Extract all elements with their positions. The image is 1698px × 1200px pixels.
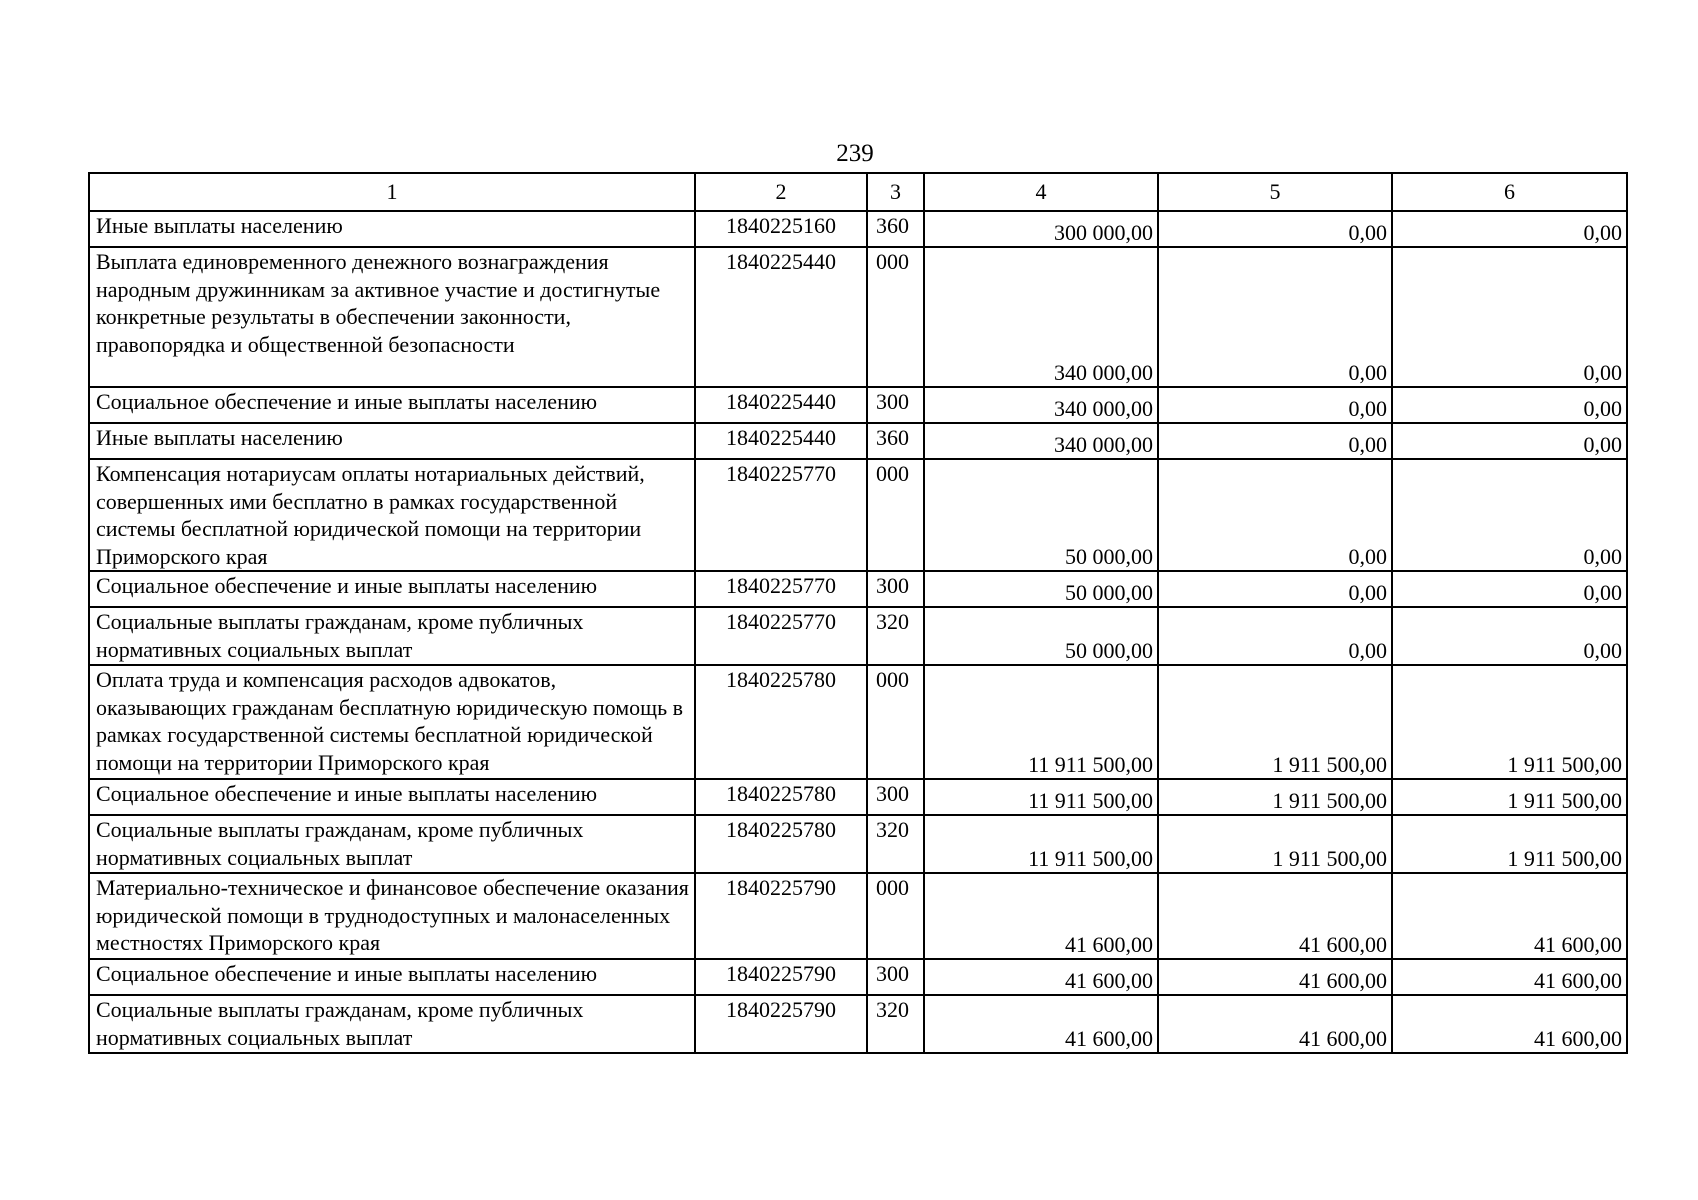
row-amount-col5: 0,00 <box>1158 211 1392 247</box>
row-amount-col6: 1 911 500,00 <box>1392 665 1627 779</box>
row-amount-col6: 0,00 <box>1392 387 1627 423</box>
row-name: Материально-техническое и финансовое обеспечение оказания юридической помощи в труднодоступных и малонаселенных местностях Приморского края <box>89 873 695 959</box>
row-amount-col5: 0,00 <box>1158 459 1392 571</box>
row-amount-col5: 0,00 <box>1158 387 1392 423</box>
row-amount-col5: 41 600,00 <box>1158 959 1392 995</box>
row-amount-col5: 41 600,00 <box>1158 873 1392 959</box>
row-amount-col6: 41 600,00 <box>1392 873 1627 959</box>
row-amount-col6: 0,00 <box>1392 607 1627 665</box>
row-name: Социальные выплаты гражданам, кроме публичных нормативных социальных выплат <box>89 815 695 873</box>
table-header-row <box>89 173 1627 211</box>
row-expense-type: 300 <box>867 959 924 995</box>
row-amount-col5: 0,00 <box>1158 423 1392 459</box>
row-amount-col4: 340 000,00 <box>924 387 1158 423</box>
table-row <box>89 779 1627 815</box>
row-amount-col4: 41 600,00 <box>924 873 1158 959</box>
row-amount-col5: 0,00 <box>1158 571 1392 607</box>
column-header: 5 <box>1158 173 1392 211</box>
page-number: 239 <box>836 140 874 167</box>
row-name: Социальные выплаты гражданам, кроме публичных нормативных социальных выплат <box>89 607 695 665</box>
row-amount-col6: 1 911 500,00 <box>1392 779 1627 815</box>
row-target-code: 1840225160 <box>695 211 867 247</box>
row-name: Социальные выплаты гражданам, кроме публичных нормативных социальных выплат <box>89 995 695 1053</box>
table-row <box>89 873 1627 959</box>
table-row <box>89 665 1627 779</box>
row-name: Социальное обеспечение и иные выплаты населению <box>89 959 695 995</box>
row-amount-col6: 1 911 500,00 <box>1392 815 1627 873</box>
row-expense-type: 320 <box>867 607 924 665</box>
row-name: Иные выплаты населению <box>89 423 695 459</box>
row-expense-type: 360 <box>867 423 924 459</box>
row-amount-col6: 41 600,00 <box>1392 959 1627 995</box>
table-row <box>89 459 1627 571</box>
row-name: Выплата единовременного денежного вознаграждения народным дружинникам за активное участие и достигнутые конкретные результаты в обеспечении законности, правопорядка и общественной безопасности <box>89 247 695 387</box>
column-header: 1 <box>89 173 695 211</box>
row-target-code: 1840225770 <box>695 571 867 607</box>
row-amount-col6: 0,00 <box>1392 247 1627 387</box>
table-row <box>89 423 1627 459</box>
row-name: Иные выплаты населению <box>89 211 695 247</box>
row-target-code: 1840225440 <box>695 387 867 423</box>
row-expense-type: 000 <box>867 247 924 387</box>
row-amount-col4: 300 000,00 <box>924 211 1158 247</box>
row-expense-type: 300 <box>867 571 924 607</box>
table-row <box>89 571 1627 607</box>
row-expense-type: 320 <box>867 995 924 1053</box>
table-row <box>89 959 1627 995</box>
row-amount-col5: 0,00 <box>1158 607 1392 665</box>
row-expense-type: 320 <box>867 815 924 873</box>
column-header: 6 <box>1392 173 1627 211</box>
row-amount-col4: 340 000,00 <box>924 423 1158 459</box>
row-amount-col6: 0,00 <box>1392 571 1627 607</box>
row-amount-col4: 11 911 500,00 <box>924 815 1158 873</box>
row-target-code: 1840225790 <box>695 873 867 959</box>
column-header: 3 <box>867 173 924 211</box>
row-name: Социальное обеспечение и иные выплаты населению <box>89 571 695 607</box>
row-name: Компенсация нотариусам оплаты нотариальных действий, совершенных ими бесплатно в рамках государственной системы бесплатной юридической помощи на территории Приморского края <box>89 459 695 571</box>
row-expense-type: 360 <box>867 211 924 247</box>
row-expense-type: 300 <box>867 387 924 423</box>
row-expense-type: 000 <box>867 665 924 779</box>
row-target-code: 1840225780 <box>695 779 867 815</box>
row-expense-type: 000 <box>867 459 924 571</box>
row-amount-col6: 0,00 <box>1392 423 1627 459</box>
row-amount-col4: 41 600,00 <box>924 995 1158 1053</box>
row-amount-col5: 1 911 500,00 <box>1158 779 1392 815</box>
row-amount-col4: 11 911 500,00 <box>924 665 1158 779</box>
row-amount-col4: 11 911 500,00 <box>924 779 1158 815</box>
row-amount-col4: 50 000,00 <box>924 571 1158 607</box>
row-amount-col4: 41 600,00 <box>924 959 1158 995</box>
row-name: Оплата труда и компенсация расходов адвокатов, оказывающих гражданам бесплатную юридическую помощь в рамках государственной системы бесплатной юридической помощи на территории Приморского края <box>89 665 695 779</box>
row-target-code: 1840225440 <box>695 247 867 387</box>
row-target-code: 1840225780 <box>695 815 867 873</box>
row-amount-col4: 340 000,00 <box>924 247 1158 387</box>
table-row <box>89 387 1627 423</box>
row-amount-col5: 41 600,00 <box>1158 995 1392 1053</box>
row-target-code: 1840225780 <box>695 665 867 779</box>
row-amount-col6: 0,00 <box>1392 459 1627 571</box>
column-header: 4 <box>924 173 1158 211</box>
row-amount-col5: 1 911 500,00 <box>1158 815 1392 873</box>
table-row <box>89 211 1627 247</box>
row-amount-col5: 0,00 <box>1158 247 1392 387</box>
column-header: 2 <box>695 173 867 211</box>
row-amount-col5: 1 911 500,00 <box>1158 665 1392 779</box>
row-target-code: 1840225770 <box>695 459 867 571</box>
row-amount-col4: 50 000,00 <box>924 459 1158 571</box>
table-row <box>89 995 1627 1053</box>
row-target-code: 1840225790 <box>695 995 867 1053</box>
row-target-code: 1840225790 <box>695 959 867 995</box>
table-row <box>89 247 1627 387</box>
table-row <box>89 815 1627 873</box>
row-expense-type: 300 <box>867 779 924 815</box>
row-amount-col6: 0,00 <box>1392 211 1627 247</box>
row-name: Социальное обеспечение и иные выплаты населению <box>89 779 695 815</box>
row-target-code: 1840225770 <box>695 607 867 665</box>
row-amount-col6: 41 600,00 <box>1392 995 1627 1053</box>
budget-table <box>88 172 1628 1054</box>
row-amount-col4: 50 000,00 <box>924 607 1158 665</box>
row-name: Социальное обеспечение и иные выплаты населению <box>89 387 695 423</box>
row-expense-type: 000 <box>867 873 924 959</box>
table-row <box>89 607 1627 665</box>
row-target-code: 1840225440 <box>695 423 867 459</box>
